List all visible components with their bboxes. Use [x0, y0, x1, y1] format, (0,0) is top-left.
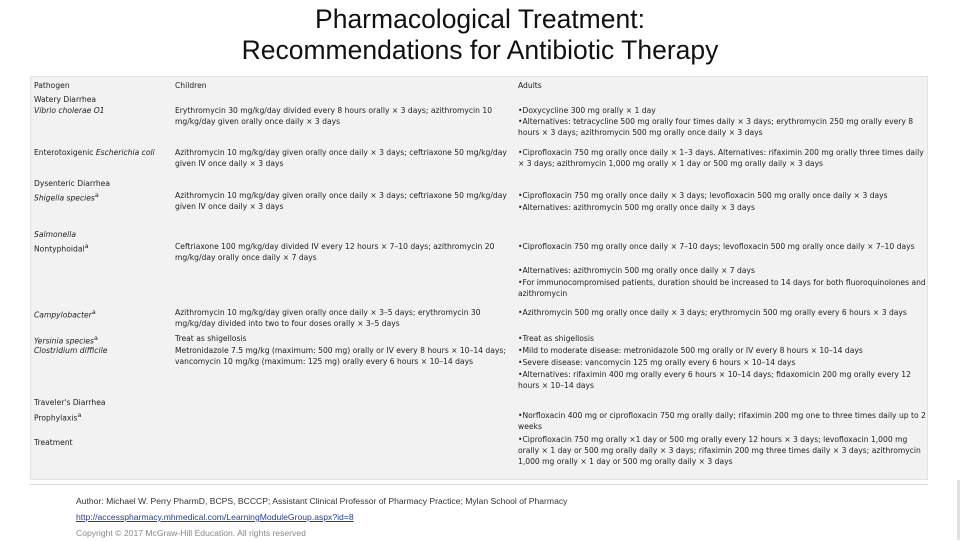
footer-copyright: Copyright © 2017 McGraw-Hill Education. All rights reserved: [76, 528, 306, 538]
vibrio-children: Erythromycin 30 mg/kg/day divided every 8 hours orally × 3 days; azithromycin 10 mg/kg/day given orally once daily × 3 days: [175, 106, 493, 127]
yersinia-name: Yersinia species: [34, 336, 95, 346]
prophylaxis-name: Prophylaxis: [34, 413, 78, 423]
pathogen-nontyphoidal: [34, 241, 172, 255]
shigella-adults-2: •Alternatives: azithromycin 500 mg orally once daily × 3 days: [518, 203, 755, 212]
etec-children: Azithromycin 10 mg/kg/day given orally once daily × 3 days; ceftriaxone 50 mg/kg/day given IV once daily × 3 days: [175, 148, 507, 169]
nontyph-adults-1: •Ciprofloxacin 750 mg orally once daily × 7–10 days; levofloxacin 500 mg orally once daily × 7–10 days: [518, 242, 915, 251]
footer-link[interactable]: http://accesspharmacy.mhmedical.com/LearningModuleGroup.aspx?id=8: [76, 512, 354, 522]
nontyph-children: Ceftriaxone 100 mg/kg/day divided IV every 12 hours × 7–10 days; azithromycin 20 mg/kg/day orally once daily × 7 days: [175, 242, 495, 263]
pathogen-salmonella: Salmonella: [34, 230, 76, 239]
pathogen-treatment: Treatment: [34, 438, 73, 447]
antibiotic-table: [30, 76, 928, 480]
vibrio-adults-1: •Doxycycline 300 mg orally × 1 day: [518, 106, 656, 115]
campy-adults: •Azithromycin 500 mg orally once daily × 3 days; erythromycin 500 mg orally every 6 hours × 3 days: [518, 308, 907, 317]
title-line-2: Recommendations for Antibiotic Therapy: [241, 35, 719, 65]
prophylaxis-sup: a: [77, 412, 82, 419]
shigella-children: Azithromycin 10 mg/kg/day given orally once daily × 3 days; ceftriaxone 50 mg/kg/day given IV once daily × 3 days: [175, 191, 507, 212]
yersinia-adults: •Treat as shigellosis: [518, 334, 594, 343]
slide-footer: [76, 493, 567, 541]
etec-prefix: Enterotoxigenic: [34, 148, 96, 157]
cdiff-children: Metronidazole 7.5 mg/kg (maximum: 500 mg) orally or IV every 8 hours × 10–14 days; vancomycin 10 mg/kg (maximum: 125 mg) orally every 6 hours × 10–14 days: [175, 346, 506, 367]
pathogen-cdiff: Clostridium difficile: [34, 346, 108, 355]
pathogen-etec: [34, 147, 172, 158]
pathogen-vibrio: Vibrio cholerae O1: [34, 106, 105, 115]
pathogen-prophylaxis: [34, 410, 172, 424]
header-pathogen: Pathogen: [34, 81, 70, 90]
header-adults: Adults: [518, 81, 542, 90]
vibrio-adults-2: •Alternatives: tetracycline 500 mg orally four times daily × 3 days; erythromycin 250 mg orally every 8 hours × 3 days; azithromycin 500 mg orally once daily × 3 days: [518, 117, 914, 138]
section-travelers-diarrhea: Traveler's Diarrhea: [34, 398, 106, 407]
nontyph-adults-2: •Alternatives: azithromycin 500 mg orally once daily × 7 days: [518, 266, 755, 275]
section-watery-diarrhea: Watery Diarrhea: [34, 95, 97, 104]
treatment-adults: •Ciprofloxacin 750 mg orally ×1 day or 500 mg orally every 12 hours × 3 days; levofloxacin 1,000 mg orally × 1 day or 500 mg orally daily × 3 days; rifaximin 200 mg three times daily × 3 days; azithromycin 1,000 mg orally × 1 day or 500 mg orally daily × 3 days: [518, 435, 921, 467]
header-children: Children: [175, 81, 207, 90]
campy-sup: a: [91, 309, 96, 316]
nontyph-name: Nontyphoidal: [34, 244, 85, 254]
campy-children: Azithromycin 10 mg/kg/day given orally once daily × 3–5 days; erythromycin 30 mg/kg/day divided into two to four doses orally × 3–5 days: [175, 308, 481, 329]
shigella-name: Shigella species: [34, 193, 95, 203]
shigella-sup: a: [94, 192, 99, 199]
cdiff-adults-1: •Mild to moderate disease: metronidazole 500 mg orally or IV every 8 hours × 10–14 days: [518, 346, 863, 355]
yersinia-sup: a: [94, 335, 98, 342]
nontyph-adults-3: •For immunocompromised patients, duration should be increased to 14 days for both fluoroquinolones and azithromycin: [518, 278, 926, 299]
table-bottom-divider: [30, 484, 928, 485]
section-dysenteric-diarrhea: Dysenteric Diarrhea: [34, 179, 110, 188]
yersinia-children: Treat as shigellosis: [175, 334, 247, 343]
cdiff-adults-2: •Severe disease: vancomycin 125 mg orally every 6 hours × 10–14 days: [518, 358, 796, 367]
title-line-1: Pharmacological Treatment:: [315, 4, 645, 34]
cdiff-adults-3: •Alternatives: rifaximin 400 mg orally every 6 hours × 10–14 days; fidaxomicin 200 mg orally every 12 hours × 10–14 days: [518, 370, 911, 391]
slide-title: [0, 4, 960, 66]
prophylaxis-adults: •Norfloxacin 400 mg or ciprofloxacin 750 mg orally daily; rifaximin 200 mg one to three times daily up to 2 weeks: [518, 411, 926, 432]
footer-author: Author: Michael W. Perry PharmD, BCPS, BCCCP; Assistant Clinical Professor of Pharmacy Practice; Mylan School of Pharmacy: [76, 496, 568, 506]
shigella-adults-1: •Ciprofloxacin 750 mg orally once daily × 3 days; levofloxacin 500 mg orally once daily × 3 days: [518, 191, 888, 200]
etec-adults: •Ciprofloxacin 750 mg orally once daily × 1–3 days. Alternatives: rifaximin 200 mg orally three times daily × 3 days; azithromycin 1,000 mg orally × 1 day or 500 mg orally daily × 3 days: [518, 148, 924, 169]
nontyph-sup: a: [84, 243, 89, 250]
pathogen-shigella: [34, 190, 172, 204]
etec-italic: Escherichia coli: [95, 148, 155, 157]
campy-name: Campylobacter: [34, 310, 92, 320]
pathogen-campylobacter: [34, 307, 172, 321]
